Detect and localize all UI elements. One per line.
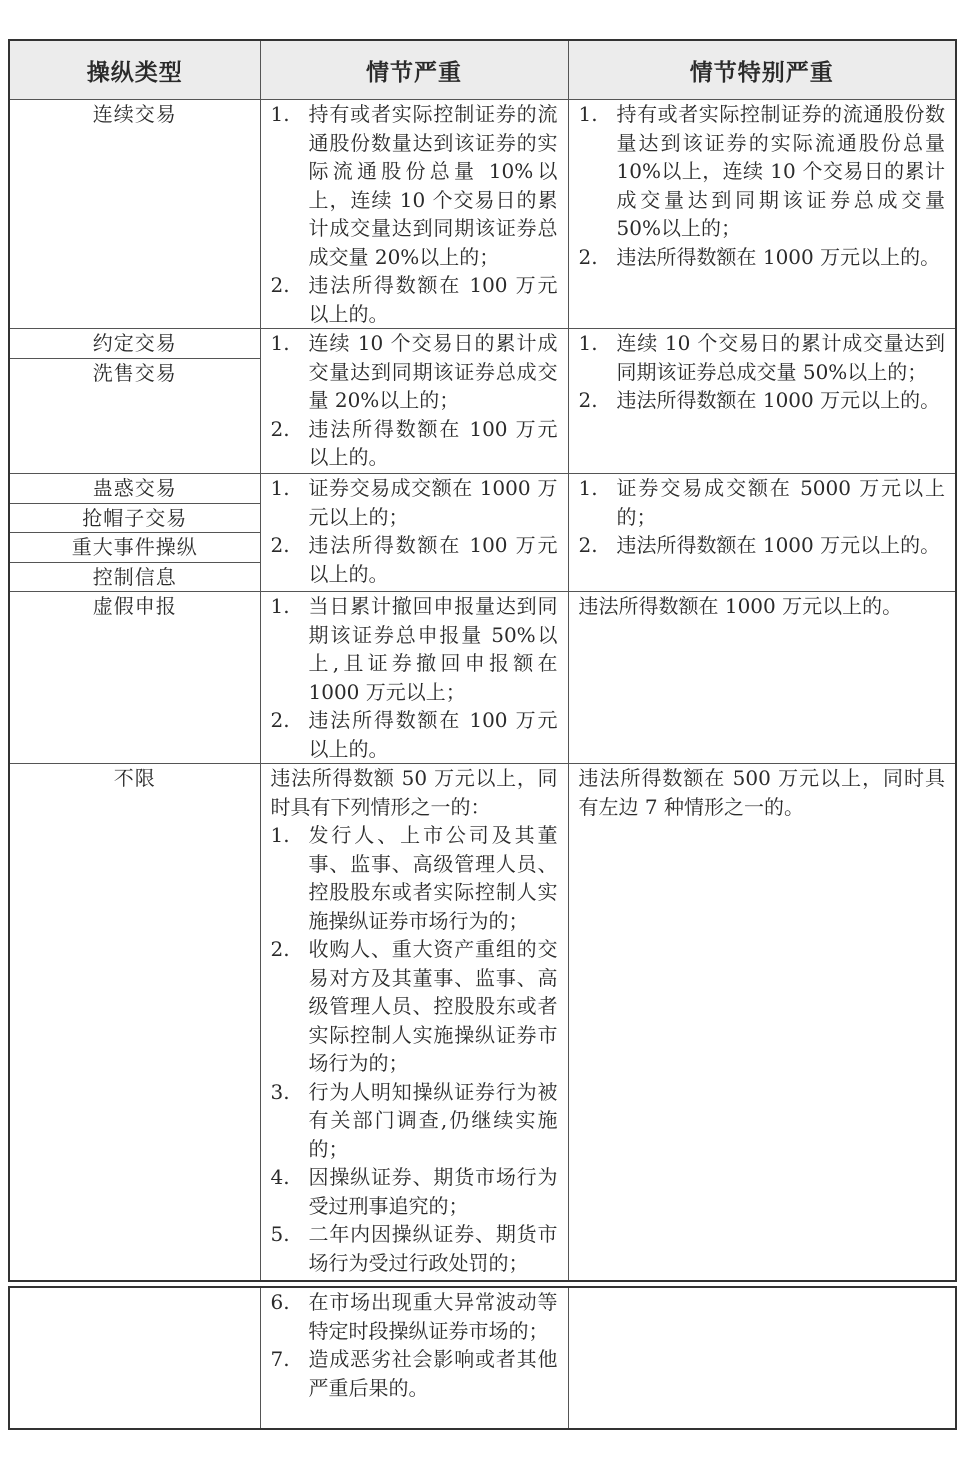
- item-text: 连续 10 个交易日的累计成交量达到同期该证券总成交量 20%以上的；: [308, 331, 558, 412]
- list-item: [261, 1220, 558, 1277]
- manipulation-type-label: 不限: [113, 766, 156, 790]
- list-item: [261, 821, 558, 935]
- serious-criteria-cell: [260, 100, 568, 329]
- serious-criteria-list: [261, 821, 568, 1277]
- header-especially-serious: 情节特别严重: [568, 40, 956, 100]
- especially-serious-criteria-cell: [568, 592, 956, 764]
- item-text: 违法所得数额在 100 万元以上的。: [308, 416, 558, 469]
- especially-cell-empty: [568, 1287, 956, 1429]
- especially-serious-criteria-cell: [568, 100, 956, 329]
- item-text: 违法所得数额在 100 万元以上的。: [308, 273, 558, 326]
- especially-criteria-text: 违法所得数额在 1000 万元以上的。: [578, 594, 903, 618]
- item-number: 2.: [578, 244, 598, 269]
- list-item: [569, 329, 946, 386]
- header-serious: 情节严重: [260, 40, 568, 100]
- especially-criteria-list: [569, 100, 956, 271]
- criteria-table-continued: [8, 1286, 957, 1430]
- item-number: 1.: [270, 331, 290, 355]
- item-number: 5.: [270, 1222, 290, 1246]
- table-row: [9, 764, 956, 1281]
- item-number: 2.: [270, 416, 290, 441]
- table-row: [9, 592, 956, 764]
- especially-criteria-list: [569, 329, 956, 415]
- item-number: 2.: [578, 533, 598, 557]
- list-item: [569, 386, 946, 415]
- item-text: 收购人、重大资产重组的交易对方及其董事、监事、高级管理人员、控股股东或者实际控制人实施操纵证券市场行为的；: [308, 937, 558, 1075]
- item-text: 持有或者实际控制证券的流通股份数量达到该证券的实际流通股份总量 10%以上，连续 10 个交易日的累计成交量达到同期该证券总成交量 50%以上的；: [616, 102, 945, 240]
- item-text: 因操纵证券、期货市场行为受过刑事追究的；: [308, 1165, 558, 1218]
- criteria-table: [8, 39, 957, 1282]
- item-number: 2.: [270, 937, 290, 961]
- header-manipulation-type: 操纵类型: [9, 40, 260, 100]
- serious-criteria-list: [261, 592, 568, 763]
- manipulation-type-cell: [9, 100, 260, 329]
- item-text: 持有或者实际控制证券的流通股份数量达到该证券的实际流通股份总量 10%以上，连续 10 个交易日的累计成交量达到同期该证券总成交量 20%以上的；: [308, 102, 558, 269]
- item-number: 1.: [578, 331, 598, 355]
- item-number: 1.: [270, 102, 290, 126]
- manipulation-type-label: 控制信息: [92, 564, 177, 589]
- list-item: [261, 474, 558, 531]
- list-item: [261, 592, 558, 706]
- especially-serious-criteria-cell: [568, 474, 956, 592]
- list-item: [261, 1288, 558, 1345]
- table-header-row: [9, 40, 956, 100]
- table-row: [9, 329, 956, 474]
- list-item: [261, 329, 558, 415]
- serious-intro-text: 违法所得数额 50 万元以上，同时具有下列情形之一的：: [270, 766, 558, 819]
- especially-criteria-list: [569, 474, 956, 560]
- list-item: [261, 1078, 558, 1164]
- manipulation-type-cell: [9, 474, 260, 592]
- item-text: 证券交易成交额在 1000 万元以上的；: [308, 476, 558, 529]
- item-text: 证券交易成交额在 5000 万元以上的；: [616, 476, 945, 529]
- item-number: 7.: [270, 1347, 290, 1371]
- serious-criteria-cell: [260, 329, 568, 474]
- item-text: 违法所得数额在 1000 万元以上的。: [616, 388, 941, 412]
- serious-criteria-cell: [260, 592, 568, 764]
- list-item: [569, 474, 946, 531]
- manipulation-type-label: 虚假申报: [92, 594, 177, 618]
- serious-criteria-list: [261, 474, 568, 588]
- manipulation-type-label: 重大事件操纵: [10, 533, 260, 563]
- item-number: 1.: [578, 476, 598, 500]
- item-number: 2.: [270, 533, 290, 557]
- type-cell-empty: [9, 1287, 260, 1429]
- item-number: 3.: [270, 1079, 290, 1104]
- item-number: 1.: [578, 102, 598, 126]
- list-item: [261, 100, 558, 271]
- manipulation-type-label: 连续交易: [92, 102, 177, 126]
- table-row: [9, 1287, 956, 1429]
- manipulation-type-label: 蛊惑交易: [10, 474, 260, 504]
- serious-criteria-list: [261, 100, 568, 328]
- item-text: 在市场出现重大异常波动等特定时段操纵证券市场的；: [308, 1290, 558, 1343]
- list-item: [261, 706, 558, 763]
- item-text: 连续 10 个交易日的累计成交量达到同期该证券总成交量 50%以上的；: [616, 331, 945, 384]
- serious-criteria-cell: [260, 474, 568, 592]
- list-item: [261, 935, 558, 1078]
- manipulation-type-label: 洗售交易: [92, 360, 177, 385]
- list-item: [569, 243, 946, 272]
- item-number: 4.: [270, 1165, 290, 1189]
- especially-criteria-text: 违法所得数额在 500 万元以上，同时具有左边 7 种情形之一的。: [578, 766, 945, 819]
- item-number: 1.: [270, 476, 290, 500]
- table-row: [9, 474, 956, 592]
- item-text: 违法所得数额在 1000 万元以上的。: [616, 533, 941, 557]
- list-item: [261, 531, 558, 588]
- item-text: 二年内因操纵证券、期货市场行为受过行政处罚的；: [308, 1222, 558, 1275]
- manipulation-type-label: 约定交易: [10, 329, 260, 359]
- list-item: [569, 531, 946, 560]
- item-text: 发行人、上市公司及其董事、监事、高级管理人员、控股股东或者实际控制人实施操纵证券市场行为的；: [308, 823, 558, 933]
- especially-serious-criteria-cell: [568, 764, 956, 1281]
- list-item: [569, 100, 946, 243]
- item-text: 造成恶劣社会影响或者其他严重后果的。: [308, 1347, 558, 1400]
- list-item: [261, 415, 558, 472]
- list-item: [261, 1345, 558, 1402]
- manipulation-type-label: 抢帽子交易: [10, 504, 260, 534]
- item-text: 当日累计撤回申报量达到同期该证券总申报量 50%以上,且证券撤回申报额在 1000 万元以上；: [308, 594, 558, 704]
- item-number: 6.: [270, 1290, 290, 1314]
- serious-cell-continued: [260, 1287, 568, 1429]
- item-text: 违法所得数额在 100 万元以上的。: [308, 533, 558, 586]
- item-number: 2.: [578, 388, 598, 412]
- item-text: 违法所得数额在 100 万元以上的。: [308, 708, 558, 761]
- item-number: 1.: [270, 594, 290, 618]
- manipulation-type-cell: [9, 764, 260, 1281]
- item-number: 2.: [270, 708, 290, 732]
- especially-serious-criteria-cell: [568, 329, 956, 474]
- item-text: 违法所得数额在 1000 万元以上的。: [616, 244, 941, 269]
- list-item: [261, 271, 558, 328]
- serious-criteria-list: [261, 1288, 568, 1402]
- manipulation-type-cell: [9, 329, 260, 474]
- serious-criteria-list: [261, 329, 568, 472]
- serious-criteria-cell: [260, 764, 568, 1281]
- table-row: [9, 100, 956, 329]
- item-text: 行为人明知操纵证券行为被有关部门调查,仍继续实施的；: [308, 1079, 558, 1161]
- item-number: 1.: [270, 823, 290, 847]
- manipulation-type-cell: [9, 592, 260, 764]
- item-number: 2.: [270, 273, 290, 297]
- list-item: [261, 1163, 558, 1220]
